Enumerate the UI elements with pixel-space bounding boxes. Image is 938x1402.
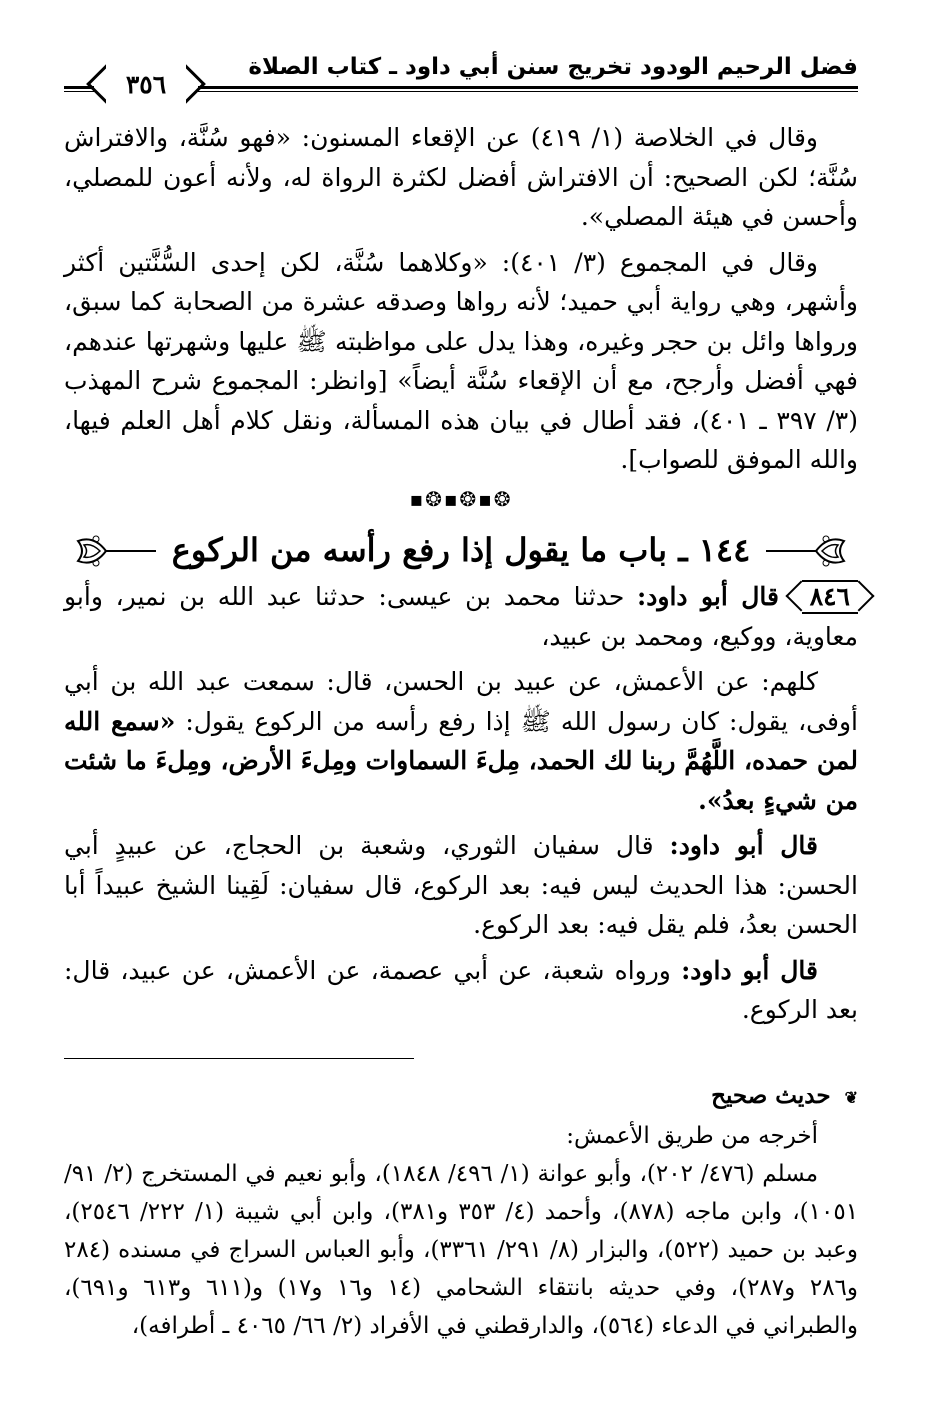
hadith-matn-text: كلهم: عن الأعمش، عن عبيد بن الحسن، قال: سمعت عبد الله بن أبي أوفى، يقول: كان رسول الله ﷺ إذا رفع رأسه من الركوع يقول: [64, 667, 858, 736]
page-frame [64, 0, 858, 1402]
running-header [64, 52, 858, 99]
page-number: ٣٥٦ [94, 66, 198, 102]
comment-1-text: قال سفيان الثوري، وشعبة بن الحجاج، عن عبيدٍ أبي الحسن: هذا الحديث ليس فيه: بعد الركوع، قال سفيان: لَقِينا الشيخ عبيداً أبا الحسن بعدُ، فلم يقل فيه: بعد الركوع. [64, 831, 858, 939]
hadith-lead: قال أبو داود: [637, 582, 779, 611]
paragraph-majmu: وقال في المجموع (٣/ ٤٠١): «وكلاهما سُنَّة، لكن إحدى السُّنَّتين أكثر وأشهر، وهي رواية أبي حميد؛ لأنه رواها وصدقه عشرة من الصحابة كما سبق، ورواها وائل بن حجر وغيره، وهذا يدل على مواظبته ﷺ عليها وشهرتها عندهم، فهي أفضل وأرجح، مع أن الإقعاء سُنَّة أيضاً» [وانظر: المجموع شرح المهذب (٣/ ٣٩٧ ـ ٤٠١)، فقد أطال في بيان هذه المسألة، ونقل كلام أهل العلم فيها، والله الموفق للصواب]. [64, 247, 858, 474]
comment-1-lead: قال أبو داود: [669, 831, 819, 860]
chapter-title: ١٤٤ ـ باب ما يقول إذا رفع رأسه من الركوع [171, 531, 751, 570]
page-body [64, 118, 858, 1345]
footnote-body: مسلم (٤٧٦/ ٢٠٢)، وأبو عوانة (١/ ٤٩٦/ ١٨٤٨)، وأبو نعيم في المستخرج (٢/ ٩١/ ١٠٥١)، وابن ماجه (٨٧٨)، وأحمد (٤/ ٣٥٣ و٣٨١)، وابن أبي شيبة (١/ ٢٢٢/ ٢٥٤٦)، وعبد بن حميد (٥٢٢)، والبزار (٨/ ٢٩١/ ٣٣٦١)، وأبو العباس السراج في مسنده (٢٨٤ و٢٨٦ و٢٨٧)، وفي حديثه بانتقاء الشحامي (١٤ و١٦ و١٧) و(٦١١ و٦١٣ و٦٩١)، والطبراني في الدعاء (٥٦٤)، والدارقطني في الأفراد (٢/ ٦٦/ ٤٠٦٥ ـ أطرافه)، [64, 1160, 859, 1339]
ornament-right-icon [766, 531, 850, 571]
hadith-matn-quote: «سمع الله لمن حمده، اللَّهُمَّ ربنا لك الحمد، مِلءَ السماوات ومِلءَ الأرض، ومِلءَ ما شئت من شيءٍ بعدُ». [64, 706, 858, 815]
hadith-matn [64, 662, 858, 820]
abu-dawud-comment-1 [64, 826, 858, 945]
ornament-left-icon [72, 531, 156, 571]
scroll-bullet-icon: ❦ [844, 1087, 858, 1107]
paragraph-khulasa: وقال في الخلاصة (١/ ٤١٩) عن الإقعاء المسنون: «فهو سُنَّة، والافتراش سُنَّة؛ لكن الصحيح: أن الافتراش أفضل لكثرة الرواة له، ولأنه أعون للمصلي، وأحسن في هيئة المصلي». [64, 123, 858, 231]
footnote-heading [64, 1077, 858, 1117]
header-title: فضل الرحيم الودود تخريج سنن أبي داود ـ كتاب الصلاة [248, 54, 858, 80]
footnote-separator [64, 1058, 414, 1059]
footnote-heading-text: حديث صحيح [711, 1081, 831, 1109]
footnote-intro: أخرجه من طريق الأعمش: [566, 1122, 818, 1149]
hadith-number: ٨٤٦ [802, 580, 858, 614]
comment-2-text: ورواه شعبة، عن أبي عصمة، عن الأعمش، عن عبيد، قال: بعد الركوع. [64, 955, 858, 1024]
section-divider-ornament: ❂▪❂▪❂▪ [409, 486, 513, 511]
abu-dawud-comment-2 [64, 951, 858, 1030]
chapter-heading [64, 531, 858, 571]
footnote-section [64, 1077, 858, 1345]
comment-2-lead: قال أبو داود: [681, 955, 818, 985]
hadith-isnad [64, 577, 858, 656]
hadith-isnad-text: حدثنا محمد بن عيسى: حدثنا عبد الله بن نمير، وأبو معاوية، ووكيع، ومحمد بن عبيد، [64, 582, 858, 651]
